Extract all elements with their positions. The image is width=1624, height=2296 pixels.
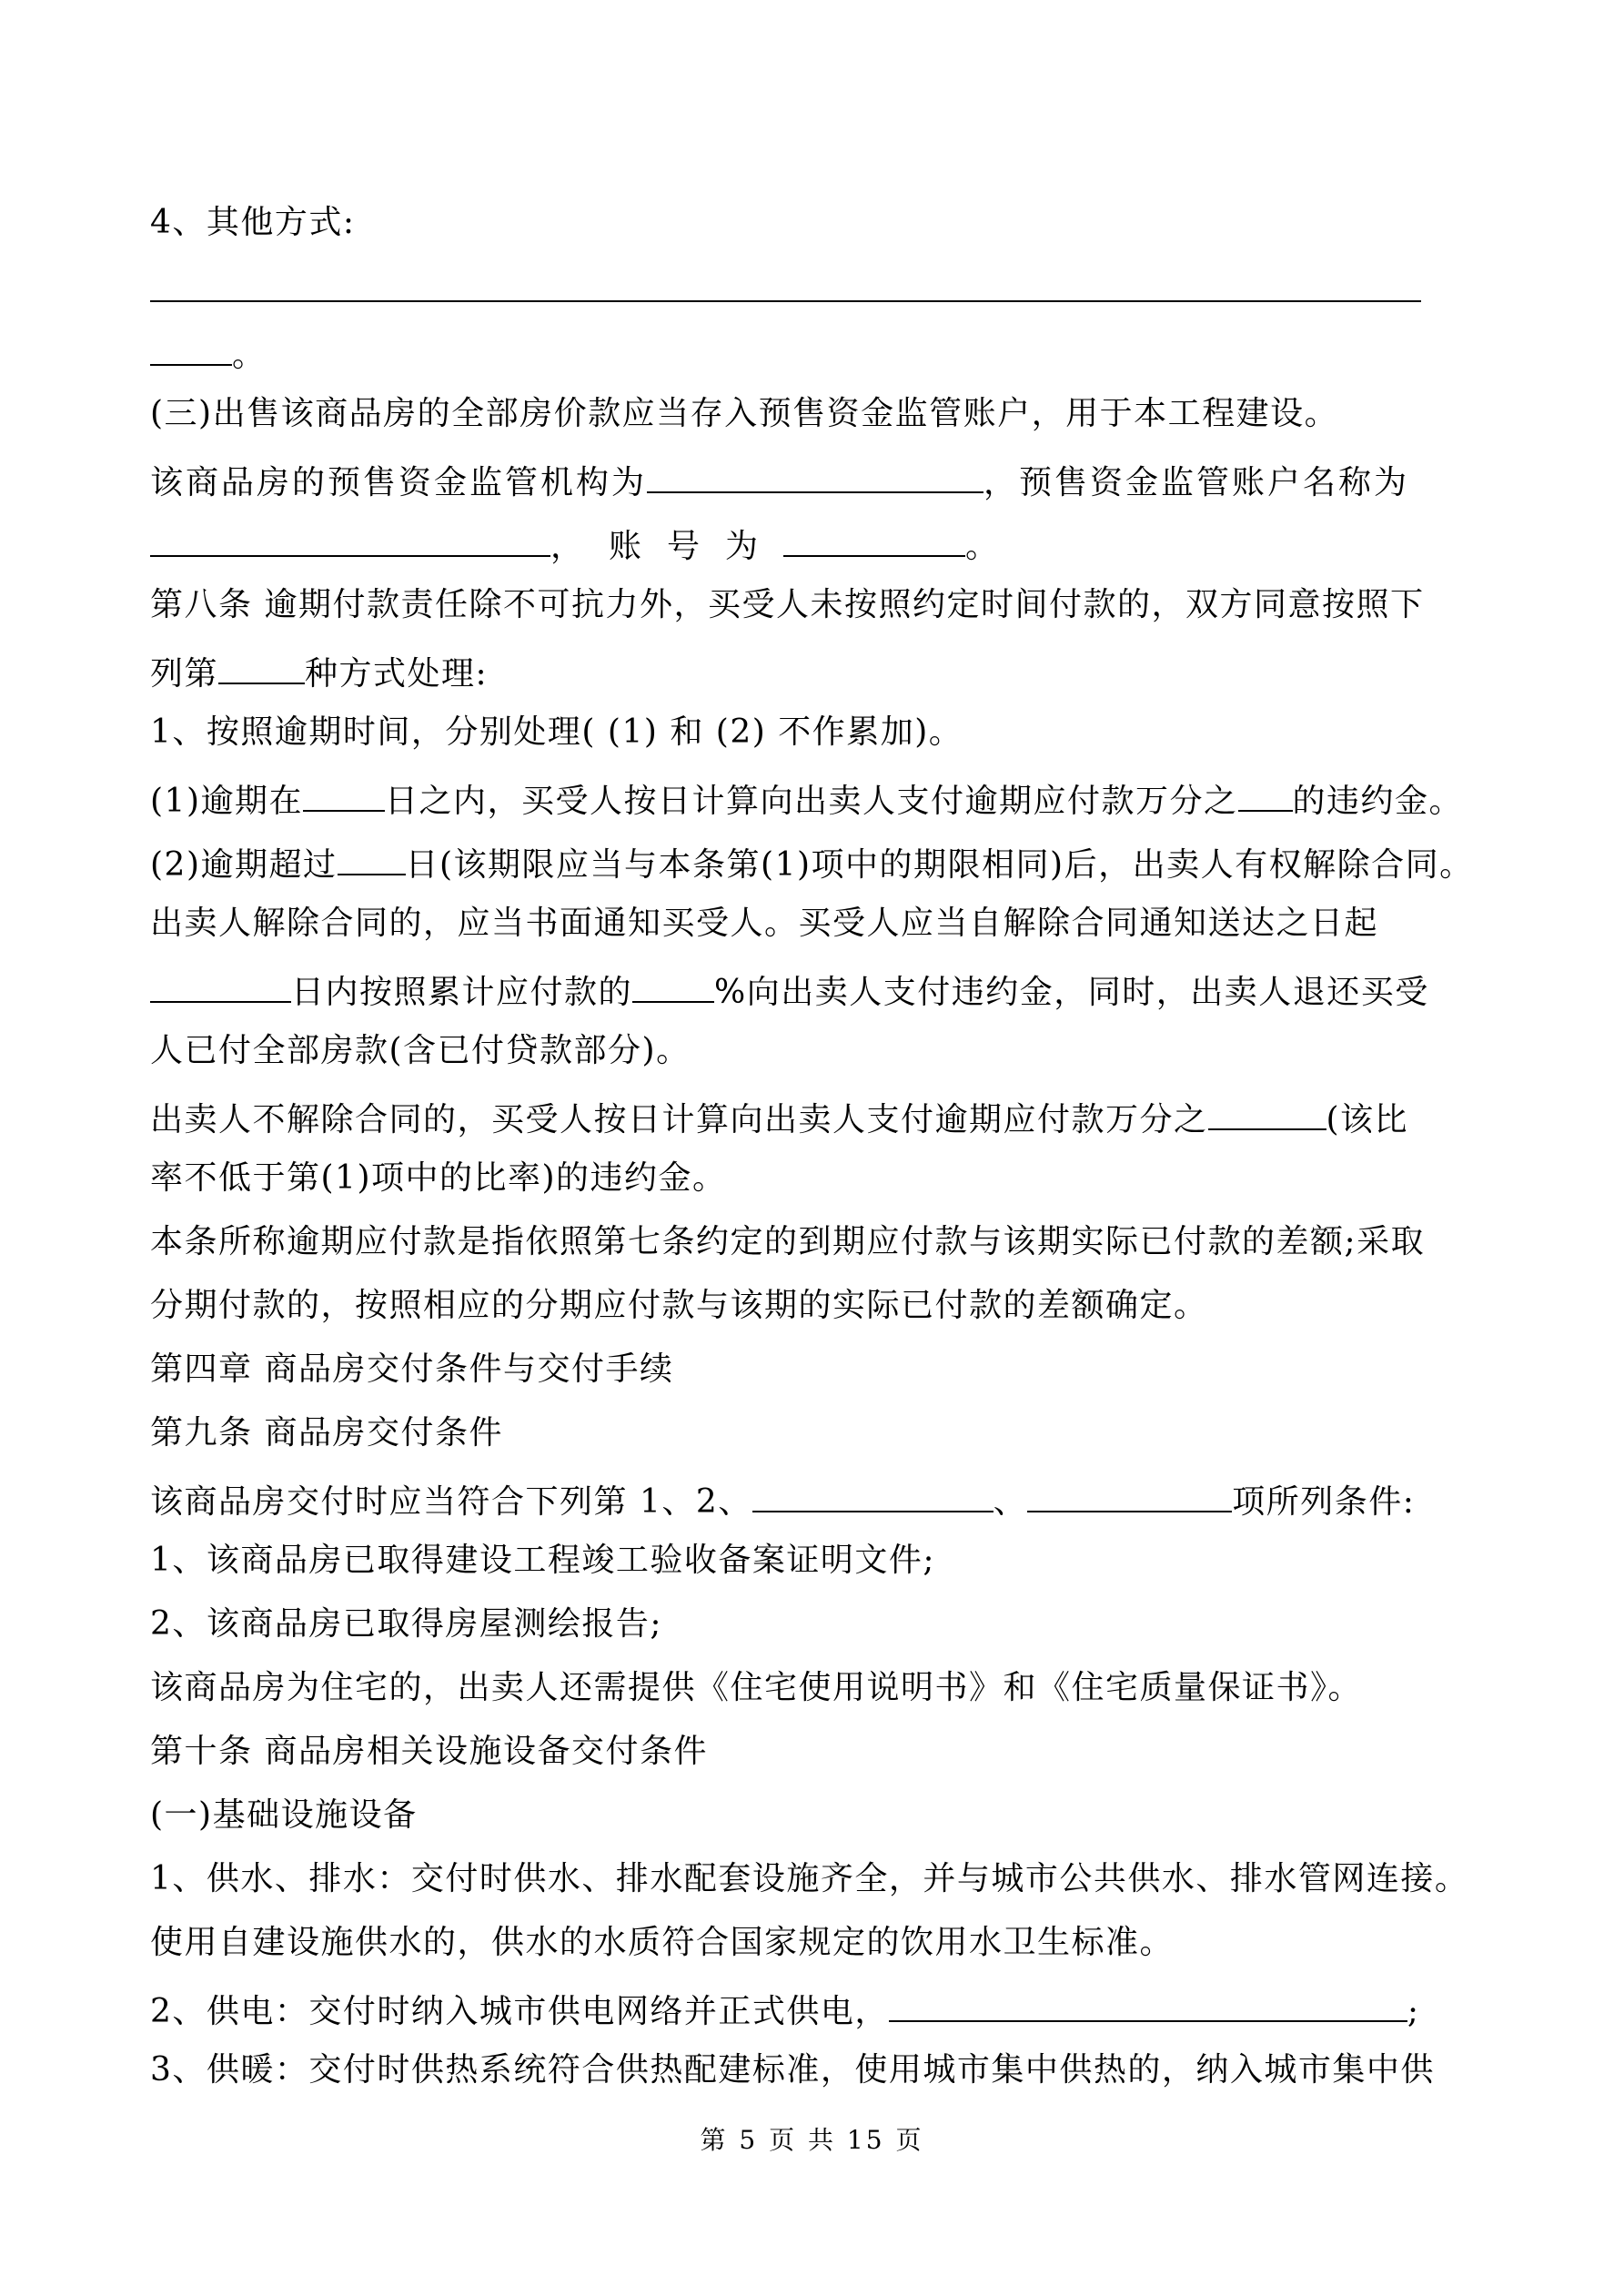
overdue-exceed-days-line (150, 828, 1474, 892)
no-rescind-rate-line (150, 1147, 1424, 1210)
document-body (150, 191, 1474, 2102)
text-segment: 日(该期限应当与本条第(1)项中的期限相同)后，出卖人有权解除合同。 (405, 846, 1474, 884)
text-segment: 使用自建设施供水的，供水的水质符合国家规定的饮用水卫生标准。 (150, 1924, 1175, 1961)
text-segment: (三)出售该商品房的全部房价款应当存入预售资金监管账户，用于本工程建设。 (150, 395, 1339, 432)
article-9-heading (150, 1401, 1424, 1465)
text-segment: 1、按照逾期时间，分别处理( (1) 和 (2) 不作累加)。 (150, 713, 963, 751)
rescind-penalty-line (150, 956, 1429, 1019)
text-segment: 分期付款的，按照相应的分期应付款与该期的实际已付款的差额确定。 (150, 1287, 1208, 1324)
page-number-text: 第 5 页 共 15 页 (700, 2125, 924, 2155)
text-segment: 2、供电：交付时纳入城市供电网络并正式供电， (150, 1993, 889, 2030)
text-segment: (1)逾期在 (150, 783, 303, 820)
refund-paid-amount-line (150, 1019, 1424, 1083)
delivery-conditions-line (150, 1465, 1424, 1529)
overdue-handling-item-1 (150, 701, 1424, 764)
article-8-option-selector (150, 637, 1424, 701)
delivery-condition-2 (150, 1593, 1424, 1656)
overdue-definition-line-1 (150, 1210, 1424, 1274)
text-segment: ; (1407, 1993, 1420, 2030)
text-segment: 该商品房的预售资金监管机构为 (150, 464, 648, 501)
water-supply-line-1 (150, 1847, 1469, 1911)
fill-in-blank (889, 1975, 1407, 2022)
text-segment: 本条所称逾期应付款是指依照第七条约定的到期应付款与该期实际已付款的差额;采取 (150, 1223, 1426, 1260)
fill-in-blank (150, 255, 1421, 302)
escrow-account-number-line (150, 510, 1424, 573)
fill-in-blank (150, 956, 291, 1003)
overdue-definition-line-2 (150, 1274, 1424, 1338)
text-segment: 2、该商品房已取得房屋测绘报告; (150, 1605, 663, 1643)
text-segment: (一)基础设施设备 (150, 1796, 418, 1834)
text-segment: 第九条 商品房交付条件 (150, 1414, 503, 1451)
fill-in-blank (1238, 764, 1293, 812)
fill-in-blank (632, 956, 714, 1003)
chapter-4-heading (150, 1338, 1424, 1401)
fill-in-blank (303, 764, 385, 812)
text-segment: 日之内，买受人按日计算向出卖人支付逾期应付款万分之 (385, 783, 1238, 820)
text-segment: 项所列条件: (1232, 1483, 1416, 1521)
water-supply-line-2 (150, 1911, 1424, 1975)
infrastructure-heading (150, 1784, 1424, 1847)
text-segment: 的违约金。 (1292, 783, 1464, 820)
clause-escrow-requirement (150, 382, 1424, 446)
text-segment: 、 (993, 1483, 1028, 1521)
page-footer (0, 2120, 1624, 2157)
text-segment: 列第 (150, 655, 219, 693)
delivery-condition-1 (150, 1529, 1424, 1593)
text-segment: 1、供水、排水：交付时供水、排水配套设施齐全，并与城市公共供水、排水管网连接。 (150, 1860, 1469, 1897)
text-segment: 第八条 逾期付款责任除不可抗力外，买受人未按照约定时间付款的，双方同意按照下 (150, 586, 1425, 623)
fill-in-blank (1027, 1465, 1232, 1512)
fill-in-blank (752, 1465, 994, 1512)
heating-line (150, 2038, 1435, 2102)
text-segment: 。 (232, 337, 267, 374)
text-segment: (2)逾期超过 (150, 846, 338, 884)
text-segment: 日内按照累计应付款的 (291, 974, 633, 1011)
text-segment: 1、该商品房已取得建设工程竣工验收备案证明文件; (150, 1542, 936, 1579)
fill-in-blank (1208, 1083, 1326, 1130)
fill-in-blank (783, 510, 965, 557)
article-8-late-payment (150, 573, 1424, 637)
text-segment: ，预售资金监管账户名称为 (983, 464, 1410, 501)
text-segment: 种方式处理: (305, 655, 489, 693)
text-segment: 3、供暖：交付时供热系统符合供热配建标准，使用城市集中供热的，纳入城市集中供 (150, 2051, 1435, 2089)
residential-documents-line (150, 1656, 1424, 1720)
blank-fill-line-full (150, 255, 1424, 319)
text-segment: ，账号为 (550, 528, 784, 565)
clause-other-method (150, 191, 1424, 255)
text-segment: 出卖人解除合同的，应当书面通知买受人。买受人应当自解除合同通知送达之日起 (150, 905, 1379, 942)
overdue-within-days-line (150, 764, 1464, 828)
text-segment: 第四章 商品房交付条件与交付手续 (150, 1350, 674, 1388)
fill-in-blank (150, 319, 232, 366)
text-segment: %向出卖人支付违约金，同时，出卖人退还买受 (714, 974, 1429, 1011)
text-segment: 该商品房为住宅的，出卖人还需提供《住宅使用说明书》和《住宅质量保证书》。 (150, 1669, 1363, 1706)
text-segment: 该商品房交付时应当符合下列第 1、2、 (150, 1483, 752, 1521)
text-segment: (该比 (1326, 1101, 1409, 1138)
text-segment: 率不低于第(1)项中的比率)的违约金。 (150, 1159, 727, 1197)
power-supply-line (150, 1975, 1424, 2038)
text-segment: 4、其他方式: (150, 204, 356, 241)
blank-fill-line-end (150, 319, 1424, 382)
escrow-agency-line (150, 446, 1424, 510)
fill-in-blank (338, 828, 406, 875)
fill-in-blank (647, 446, 983, 493)
fill-in-blank (218, 637, 305, 684)
text-segment: 。 (965, 528, 1024, 565)
seller-rescind-notice-line (150, 892, 1424, 956)
text-segment: 人已付全部房款(含已付贷款部分)。 (150, 1032, 691, 1069)
fill-in-blank (150, 510, 550, 557)
text-segment: 出卖人不解除合同的，买受人按日计算向出卖人支付逾期应付款万分之 (150, 1101, 1208, 1138)
article-10-heading (150, 1720, 1424, 1784)
seller-no-rescind-line (150, 1083, 1424, 1147)
text-segment: 第十条 商品房相关设施设备交付条件 (150, 1733, 708, 1770)
